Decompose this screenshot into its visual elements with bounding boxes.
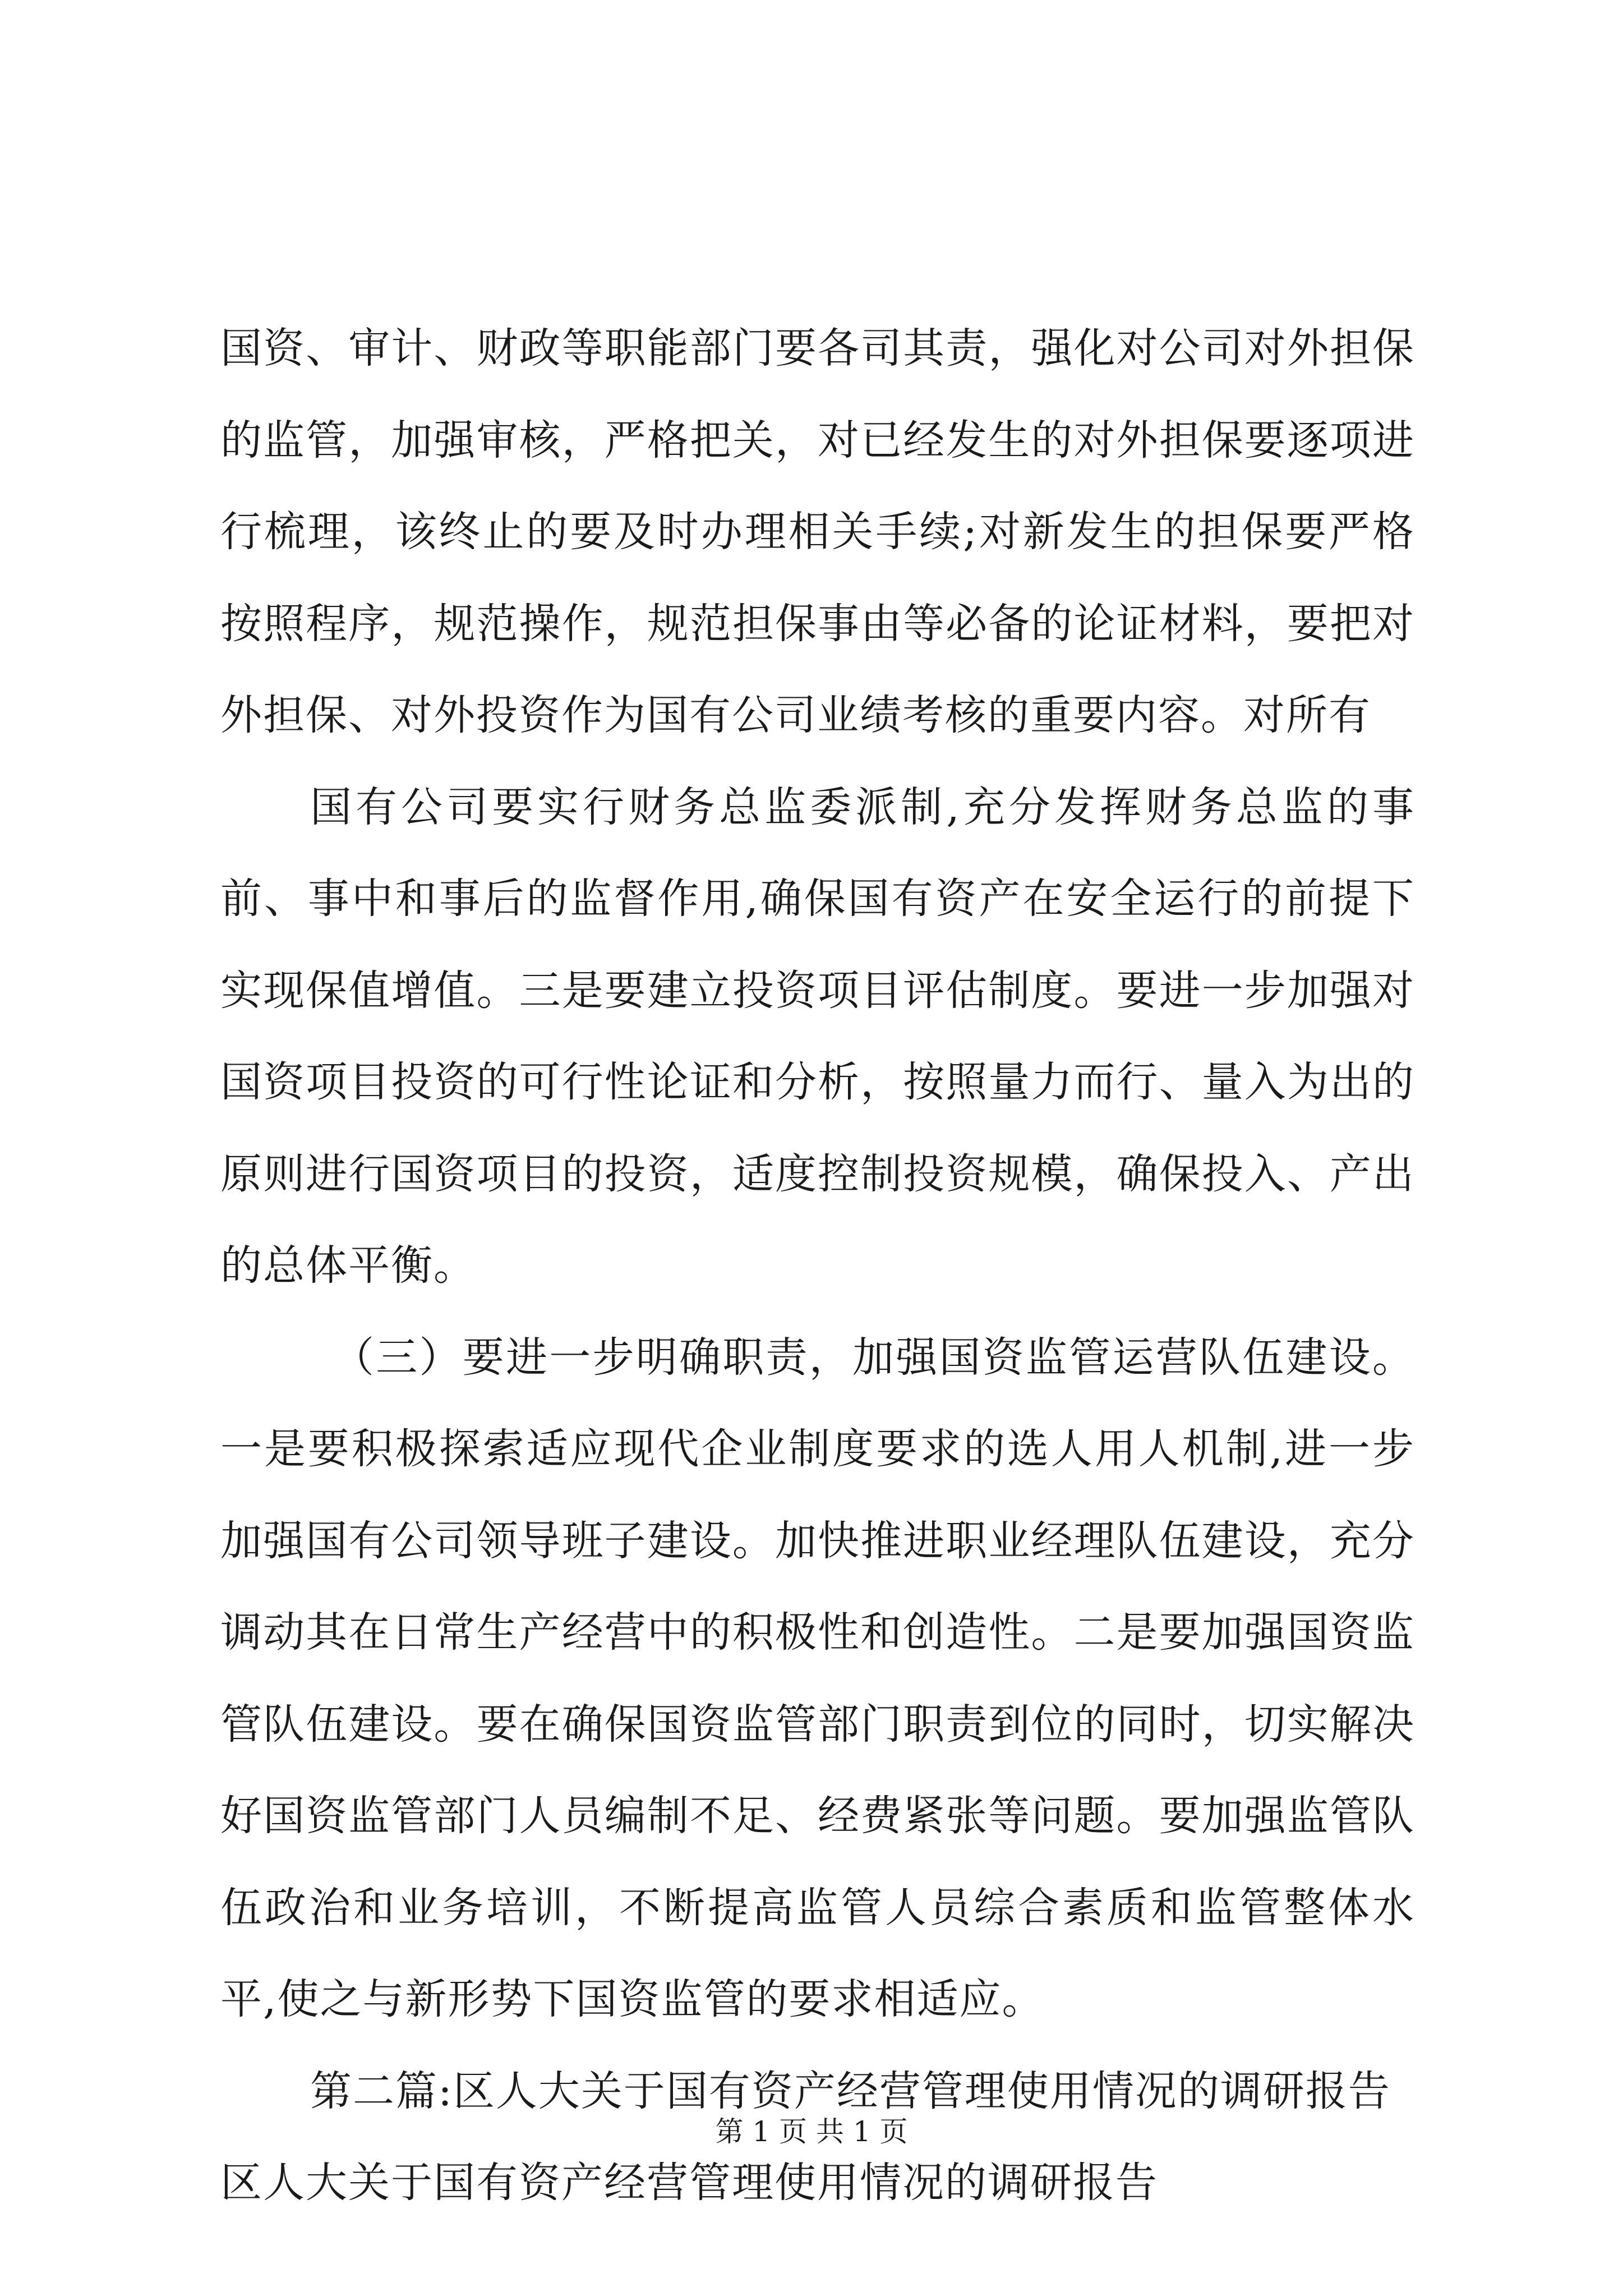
page-footer: 第 1 页 共 1 页	[715, 2115, 908, 2148]
paragraph-section-three: （三）要进一步明确职责，加强国资监管运营队伍建设。一是要积极探索适应现代企业制度要求的选人用人机制,进一步加强国有公司领导班子建设。加快推进职业经理队伍建设，充分调动其在日常生产经营中的积极性和创造性。二是要加强国资监管队伍建设。要在确保国资监管部门职责到位的同时，切实解决好国资监管部门人员编制不足、经费紧张等问题。要加强监管队伍政治和业务培训，不断提高监管人员综合素质和监管整体水平,使之与新形势下国资监管的要求相适应。	[220, 1333, 1415, 2023]
paragraph-financial-director: 国有公司要实行财务总监委派制,充分发挥财务总监的事前、事中和事后的监督作用,确保国有资产在安全运行的前提下实现保值增值。三是要建立投资项目评估制度。要进一步加强对国资项目投资的可行性论证和分析，按照量力而行、量入为出的原则进行国资项目的投资，适度控制投资规模，确保投入、产出的总体平衡。	[220, 783, 1415, 1290]
document-body	[220, 303, 1415, 2229]
paragraph-guarantee-supervision: 国资、审计、财政等职能部门要各司其责，强化对公司对外担保的监管，加强审核，严格把关，对已经发生的对外担保要逐项进行梳理，该终止的要及时办理相关手续;对新发生的担保要严格按照程序，规范操作，规范担保事由等必备的论证材料，要把对外担保、对外投资作为国有公司业绩考核的重要内容。对所有	[220, 324, 1415, 739]
paragraph-report-title: 区人大关于国有资产经营管理使用情况的调研报告	[220, 2159, 1158, 2207]
paragraph-chapter-two-heading: 第二篇:区人大关于国有资产经营管理使用情况的调研报告	[310, 2067, 1391, 2115]
